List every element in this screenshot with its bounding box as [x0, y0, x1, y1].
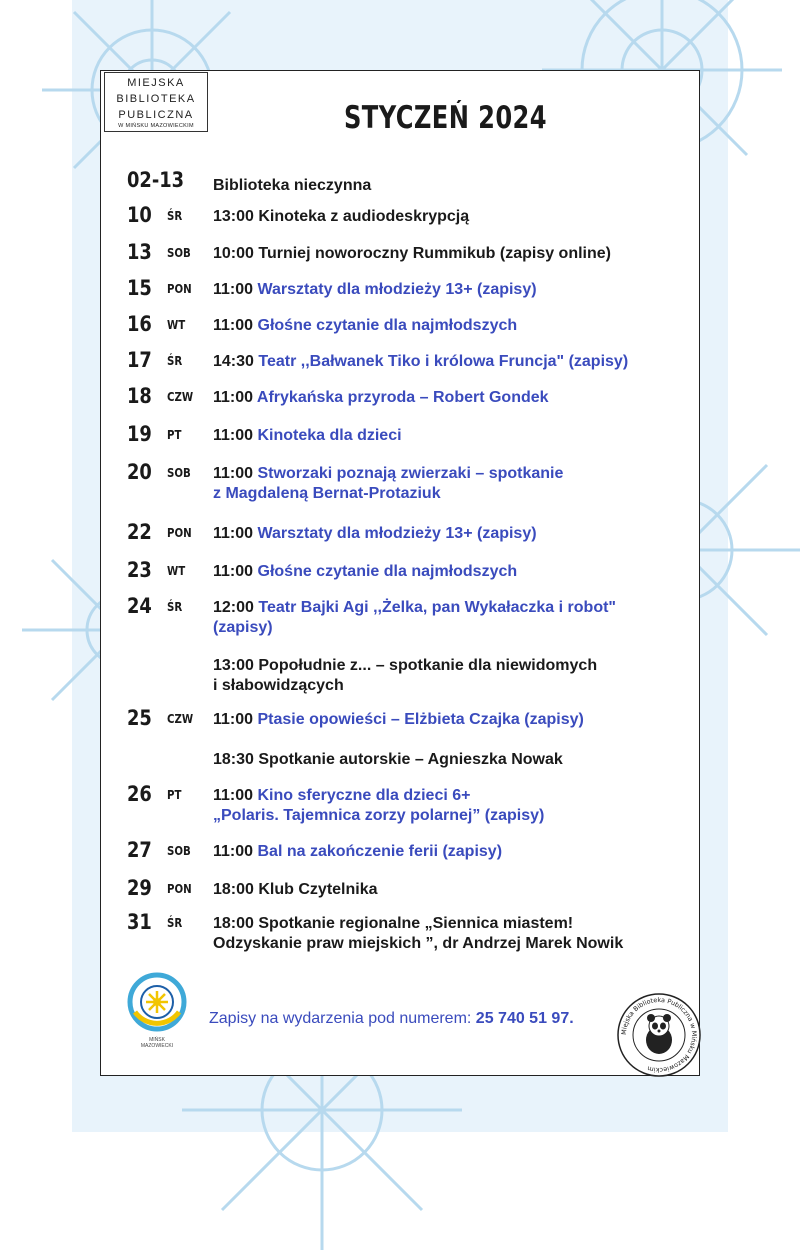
event-weekday: CZW: [167, 390, 194, 404]
signup-text: Zapisy na wydarzenia pod numerem:: [209, 1010, 476, 1027]
event-name-continued: „Polaris. Tajemnica zorzy polarnej” (zapisy): [213, 807, 545, 824]
city-logo: [124, 972, 190, 1052]
signup-info: [209, 1010, 574, 1028]
event-day: 02-13: [127, 168, 185, 192]
event-weekday: PT: [167, 788, 182, 802]
event-time: 10:00: [213, 245, 254, 262]
city-emblem-icon: [127, 972, 187, 1032]
event-weekday: PON: [167, 526, 192, 540]
event-time: 11:00: [213, 465, 254, 482]
event-weekday: SOB: [167, 844, 191, 858]
event-day: 26: [127, 782, 152, 806]
event-name-continued: (zapisy): [213, 619, 273, 636]
event-time: 12:00: [213, 599, 254, 616]
event-details: [213, 786, 683, 826]
library-stamp: [616, 992, 702, 1078]
event-details: [213, 207, 683, 227]
event-weekday: WT: [167, 318, 186, 332]
event-time: 13:00: [213, 657, 254, 674]
page-title: STYCZEŃ 2024: [344, 100, 547, 136]
event-day: 18: [127, 384, 152, 408]
event-day: 22: [127, 520, 152, 544]
event-name: Warsztaty dla młodzieży 13+ (zapisy): [257, 525, 537, 542]
event-name: Kino sferyczne dla dzieci 6+: [257, 787, 471, 804]
event-details: [213, 280, 683, 300]
event-details: [213, 352, 683, 372]
event-time: 11:00: [213, 843, 254, 860]
event-weekday: ŚR: [167, 916, 183, 930]
event-name: Ptasie opowieści – Elżbieta Czajka (zapisy): [257, 711, 584, 728]
event-day: 23: [127, 558, 152, 582]
event-name: Głośne czytanie dla najmłodszych: [257, 563, 518, 580]
event-details: [213, 598, 683, 638]
event-details: [213, 880, 683, 900]
event-time: 11:00: [213, 563, 254, 580]
event-day: 15: [127, 276, 152, 300]
event-name: Spotkanie autorskie – Agnieszka Nowak: [258, 751, 563, 768]
event-day: 16: [127, 312, 152, 336]
event-name: Teatr Bajki Agi ,,Żelka, pan Wykałaczka i robot": [258, 599, 616, 616]
event-name: Klub Czytelnika: [258, 881, 378, 898]
event-time: 13:00: [213, 208, 254, 225]
event-name: Bal na zakończenie ferii (zapisy): [257, 843, 503, 860]
event-name: Teatr ,,Bałwanek Tiko i królowa Fruncja" (zapisy): [258, 353, 629, 370]
logo-line: PUBLICZNA: [118, 109, 194, 121]
event-details: [213, 316, 683, 336]
event-weekday: ŚR: [167, 209, 183, 223]
event-details: [213, 842, 683, 862]
event-details: [213, 388, 683, 408]
event-weekday: SOB: [167, 466, 191, 480]
event-day: 31: [127, 910, 152, 934]
event-day: 27: [127, 838, 152, 862]
event-name: Popołudnie z... – spotkanie dla niewidomych: [258, 657, 598, 674]
event-details: [213, 562, 683, 582]
event-details: [213, 524, 683, 544]
event-day: 24: [127, 594, 152, 618]
event-day: 17: [127, 348, 152, 372]
event-details: [213, 176, 683, 196]
logo-subline: W MIŃSKU MAZOWIECKIM: [118, 123, 194, 129]
event-time: 18:00: [213, 881, 254, 898]
event-time: 11:00: [213, 427, 254, 444]
event-weekday: ŚR: [167, 354, 183, 368]
event-weekday: CZW: [167, 712, 194, 726]
event-weekday: PON: [167, 882, 192, 896]
event-name: Afrykańska przyroda – Robert Gondek: [256, 389, 549, 406]
event-details: [213, 426, 683, 446]
event-time: 11:00: [213, 525, 254, 542]
event-day: 13: [127, 240, 152, 264]
event-name: Biblioteka nieczynna: [213, 177, 372, 194]
event-day: 25: [127, 706, 152, 730]
city-logo-line: MIŃSK: [149, 1037, 165, 1043]
event-day: 29: [127, 876, 152, 900]
event-day: 10: [127, 203, 152, 227]
event-time: 11:00: [213, 711, 254, 728]
event-name: Warsztaty dla młodzieży 13+ (zapisy): [257, 281, 537, 298]
event-name: Stworzaki poznają zwierzaki – spotkanie: [257, 465, 564, 482]
event-name-continued: i słabowidzących: [213, 677, 344, 694]
city-logo-line: MAZOWIECKI: [140, 1043, 174, 1049]
event-details: [213, 464, 683, 504]
event-weekday: SOB: [167, 246, 191, 260]
logo-line: BIBLIOTEKA: [116, 93, 196, 105]
phone-number: 25 740 51 97.: [475, 1010, 574, 1027]
library-logo: [104, 72, 208, 132]
event-time: 11:00: [213, 787, 254, 804]
event-weekday: PON: [167, 282, 192, 296]
event-name: Kinoteka z audiodeskrypcją: [258, 208, 470, 225]
event-weekday: PT: [167, 428, 182, 442]
event-details: [213, 750, 683, 770]
event-name: Kinoteka dla dzieci: [257, 427, 402, 444]
event-details: [213, 710, 683, 730]
event-details: [213, 656, 683, 696]
event-time: 11:00: [213, 281, 254, 298]
event-name-continued: z Magdaleną Bernat-Protaziuk: [213, 485, 441, 502]
stamp-ring-text: Miejska Biblioteka Publiczna w Mińsku Mazowieckim: [619, 995, 699, 1075]
event-time: 11:00: [213, 389, 254, 406]
event-day: 19: [127, 422, 152, 446]
event-details: [213, 244, 683, 264]
event-name-continued: Odzyskanie praw miejskich ”, dr Andrzej Marek Nowik: [213, 935, 624, 952]
panda-stamp-icon: [616, 992, 702, 1078]
event-weekday: WT: [167, 564, 186, 578]
event-time: 11:00: [213, 317, 254, 334]
event-name: Spotkanie regionalne „Siennica miastem!: [258, 915, 574, 932]
event-name: Turniej noworoczny Rummikub (zapisy online): [258, 245, 611, 262]
event-time: 18:00: [213, 915, 254, 932]
event-day: 20: [127, 460, 152, 484]
event-weekday: ŚR: [167, 600, 183, 614]
logo-line: MIEJSKA: [127, 77, 185, 89]
event-details: [213, 914, 683, 954]
event-time: 18:30: [213, 751, 254, 768]
event-name: Głośne czytanie dla najmłodszych: [257, 317, 518, 334]
event-time: 14:30: [213, 353, 254, 370]
